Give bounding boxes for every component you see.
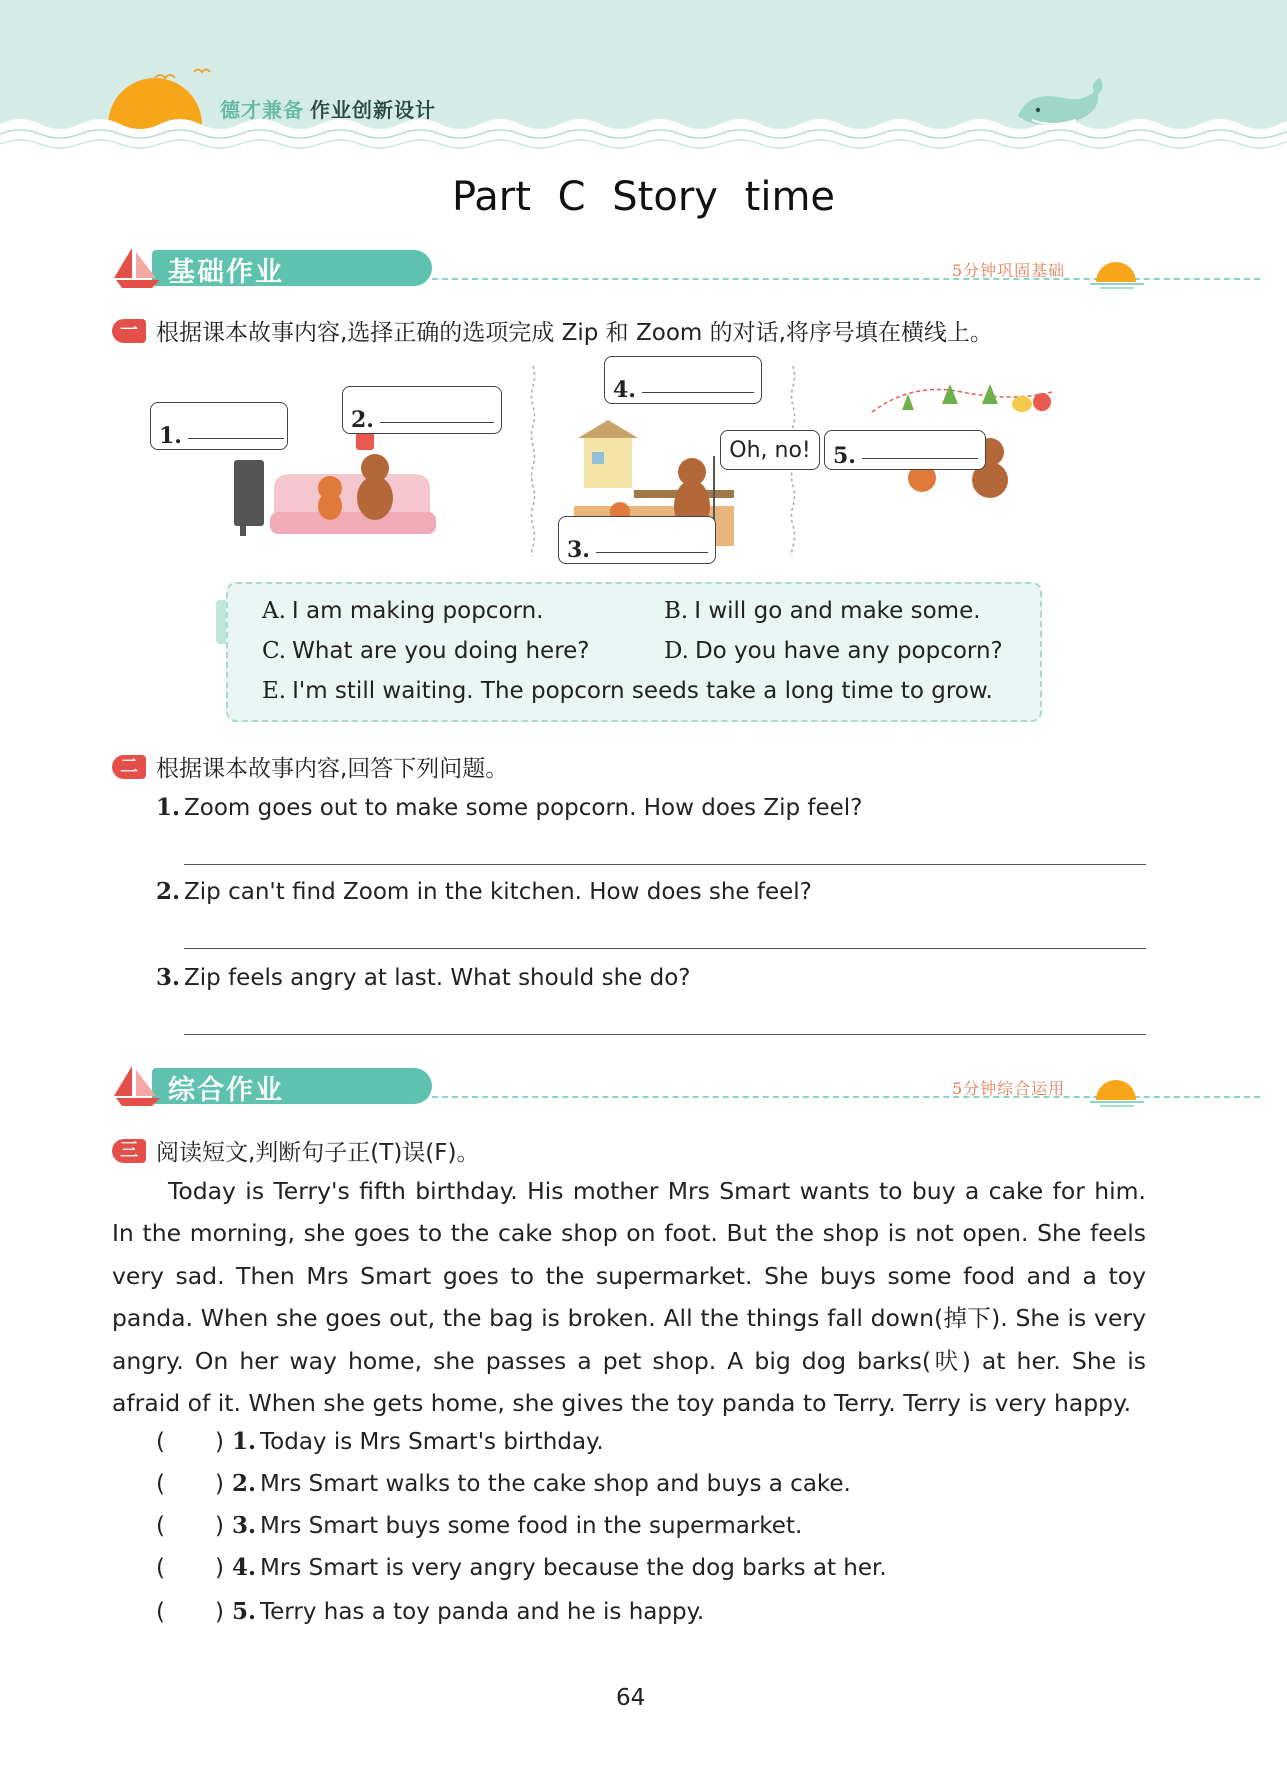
question-badge: 三 [112, 1139, 146, 1163]
blank-number: 2. [351, 407, 374, 433]
answer-line-3[interactable] [184, 1034, 1146, 1035]
oh-no-text: Oh, no! [729, 437, 811, 463]
speech-bubble-1 [150, 402, 288, 450]
speech-bubble-2 [342, 386, 502, 434]
option-a: A. I am making popcorn. [262, 598, 544, 624]
comic-strip [150, 356, 1110, 566]
question-2-item-2: 2. Zip can't find Zoom in the kitchen. How does she feel? [156, 878, 812, 905]
answer-line-2[interactable] [184, 948, 1146, 949]
answer-paren[interactable]: ( ) [156, 1471, 224, 1497]
question-badge: 二 [112, 755, 146, 779]
speech-bubble-5 [824, 430, 986, 470]
question-instruction: 根据课本故事内容,回答下列问题。 [156, 756, 509, 782]
tf-item-5: ( ) 5. Terry has a toy panda and he is happy. [156, 1598, 705, 1625]
option-d: D. Do you have any popcorn? [664, 638, 1003, 664]
option-e: E. I'm still waiting. The popcorn seeds take a long time to grow. [262, 678, 993, 704]
answer-blank-2[interactable] [380, 421, 494, 423]
speech-bubble-oh-no [720, 430, 820, 470]
option-b: B. I will go and make some. [664, 598, 981, 624]
blank-number: 1. [159, 423, 182, 449]
banner-subtitle: 5分钟巩固基础 [952, 261, 1066, 280]
boat-icon [112, 1064, 162, 1108]
section-banner-basic [112, 246, 1152, 290]
page-header [0, 0, 1287, 160]
page-title: Part C Story time [451, 174, 836, 220]
section-banner-comprehensive [112, 1064, 1152, 1108]
option-c: C. What are you doing here? [262, 638, 590, 664]
page-number [600, 1674, 660, 1726]
answer-paren[interactable]: ( ) [156, 1513, 224, 1539]
answer-blank-5[interactable] [862, 457, 978, 459]
answer-paren[interactable]: ( ) [156, 1429, 224, 1455]
birds-icon [150, 64, 220, 94]
answer-paren[interactable]: ( ) [156, 1599, 224, 1625]
tf-item-2: ( ) 2. Mrs Smart walks to the cake shop and buys a cake. [156, 1470, 851, 1497]
sunset-icon [1090, 256, 1144, 290]
speech-bubble-3 [558, 516, 716, 564]
answer-paren[interactable]: ( ) [156, 1555, 224, 1581]
reading-passage: Today is Terry's fifth birthday. His mother Mrs Smart wants to buy a cake for him. In the morning, she goes to the cake shop on foot. But the shop is not open. She feels very sad. Then Mrs Smart goes to the supermarket. She buys some food and a toy panda. When she goes out, the bag is broken. All the things fall down(掉下). She is very angry. On her way home, she passes a pet shop. A big dog barks(吠) at her. She is afraid of it. When she gets home, she gives the toy panda to Terry. Terry is very happy. [112, 1177, 1146, 1418]
blank-number: 4. [613, 377, 636, 403]
question-instruction: 根据课本故事内容,选择正确的选项完成 Zip 和 Zoom 的对话,将序号填在横线上。 [156, 320, 993, 346]
question-1-header [112, 314, 993, 347]
banner-label: 基础作业 [168, 257, 284, 288]
blank-number: 3. [567, 537, 590, 563]
brand-title [220, 94, 436, 123]
answer-blank-4[interactable] [642, 391, 754, 393]
question-2-item-1: 1. Zoom goes out to make some popcorn. How does Zip feel? [156, 794, 863, 821]
speech-bubble-4 [604, 356, 762, 404]
boat-icon [112, 246, 162, 290]
whale-icon [1012, 76, 1112, 136]
brand-dark: 作业创新设计 [310, 98, 436, 122]
sunset-icon [1090, 1074, 1144, 1108]
answer-line-1[interactable] [184, 864, 1146, 865]
answer-blank-3[interactable] [596, 551, 708, 553]
page-number-text: 64 [616, 1685, 646, 1711]
question-3-header [112, 1134, 479, 1167]
tf-item-3: ( ) 3. Mrs Smart buys some food in the supermarket. [156, 1512, 803, 1539]
panel-divider [530, 366, 536, 556]
question-2-header [112, 750, 508, 783]
tf-item-4: ( ) 4. Mrs Smart is very angry because the dog barks at her. [156, 1554, 887, 1581]
question-badge: 一 [112, 319, 146, 343]
question-2-item-3: 3. Zip feels angry at last. What should she do? [156, 964, 691, 991]
brand-green: 德才兼备 [220, 98, 304, 122]
question-instruction: 阅读短文,判断句子正(T)误(F)。 [156, 1140, 480, 1166]
tf-item-1: ( ) 1. Today is Mrs Smart's birthday. [156, 1428, 604, 1455]
answer-blank-1[interactable] [188, 437, 284, 439]
banner-label: 综合作业 [168, 1075, 284, 1106]
banner-subtitle: 5分钟综合运用 [952, 1079, 1066, 1098]
blank-number: 5. [833, 443, 856, 469]
